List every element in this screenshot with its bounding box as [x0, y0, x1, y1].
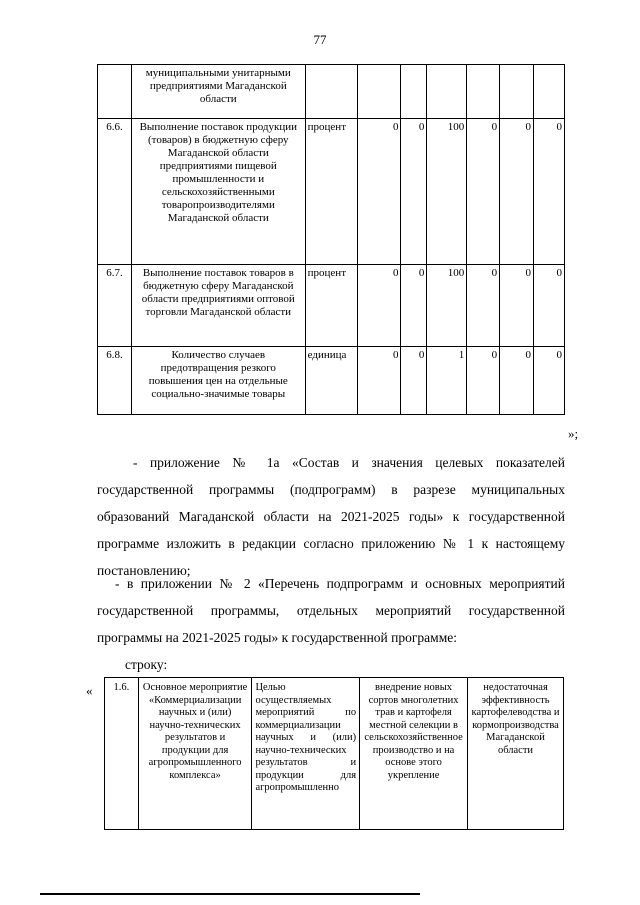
value-cell: 0	[467, 347, 500, 415]
table-row	[98, 119, 565, 265]
value-cell: 0	[534, 119, 565, 265]
measure-goal: Целью осуществляемых мероприятий по коммерциализации научных и (или) научно-технических результатов и продукции для агропромышленно	[252, 678, 360, 830]
value-cell	[467, 65, 500, 119]
unit-cell: единица	[305, 347, 357, 415]
indicator-name: Количество случаев предотвращения резкого повышения цен на отдельные социально-значимые товары	[131, 347, 305, 415]
measure-problem: недостаточная эффективность картофелеводства и кормопроизводства Магаданской области	[468, 678, 564, 830]
row-number: 6.8.	[98, 347, 132, 415]
measure-result: внедрение новых сортов многолетних трав и картофеля местной селекции в сельскохозяйственное производство и на основе этого укрепление	[360, 678, 468, 830]
paragraph-appendix-2: - в приложении № 2 «Перечень подпрограмм и основных мероприятий государственной программы, отдельных мероприятий государственной программы на 2021-2025 годы» к государственной программе:	[97, 576, 565, 645]
value-cell: 0	[357, 347, 401, 415]
table-row	[98, 65, 565, 119]
value-cell: 0	[401, 119, 427, 265]
value-cell	[357, 65, 401, 119]
unit-cell	[305, 65, 357, 119]
value-cell	[401, 65, 427, 119]
paragraph-appendix-1a: - приложение № 1а «Состав и значения целевых показателей государственной программы (подпрограмм) в разрезе муниципальных образований Магаданской области на 2021-2025 годы» к государственной программе изложить в редакции согласно приложению № 1 к настоящему постановлению;	[97, 455, 565, 578]
value-cell: 0	[357, 119, 401, 265]
value-cell: 1	[427, 347, 467, 415]
value-cell: 0	[500, 119, 534, 265]
value-cell: 0	[467, 119, 500, 265]
value-cell: 0	[357, 265, 401, 347]
measures-table	[104, 677, 564, 830]
unit-cell: процент	[305, 265, 357, 347]
value-cell: 0	[401, 347, 427, 415]
value-cell: 0	[500, 265, 534, 347]
opening-quote-mark: «	[86, 683, 93, 698]
unit-cell: процент	[305, 119, 357, 265]
table-row	[98, 265, 565, 347]
indicator-name: муниципальными унитарными предприятиями Магаданской области	[131, 65, 305, 119]
row-number: 6.6.	[98, 119, 132, 265]
value-cell: 0	[467, 265, 500, 347]
page-number: 77	[313, 32, 327, 47]
value-cell	[500, 65, 534, 119]
value-cell: 0	[500, 347, 534, 415]
table-row	[105, 678, 564, 830]
row-number: 1.6.	[105, 678, 139, 830]
row-number	[98, 65, 132, 119]
value-cell	[534, 65, 565, 119]
closing-quote-mark: »;	[568, 426, 579, 441]
value-cell: 100	[427, 265, 467, 347]
value-cell: 0	[534, 347, 565, 415]
table-row	[98, 347, 565, 415]
indicator-name: Выполнение поставок продукции (товаров) в бюджетную сферу Магаданской области предприятиями пищевой промышленности и сельскохозяйственными товаропроизводителями Магаданской области	[131, 119, 305, 265]
value-cell: 100	[427, 119, 467, 265]
footer-rule	[40, 893, 420, 895]
row-number: 6.7.	[98, 265, 132, 347]
indicator-name: Выполнение поставок товаров в бюджетную сферу Магаданской области предприятиями оптовой торговли Магаданской области	[131, 265, 305, 347]
value-cell: 0	[534, 265, 565, 347]
indicators-table	[97, 64, 565, 415]
value-cell: 0	[401, 265, 427, 347]
paragraph-row-label: строку:	[125, 657, 168, 672]
value-cell	[427, 65, 467, 119]
measure-name: Основное мероприятие «Коммерциализации научных и (или) научно-технических результатов и продукции для агропромышленного комплекса»	[138, 678, 252, 830]
